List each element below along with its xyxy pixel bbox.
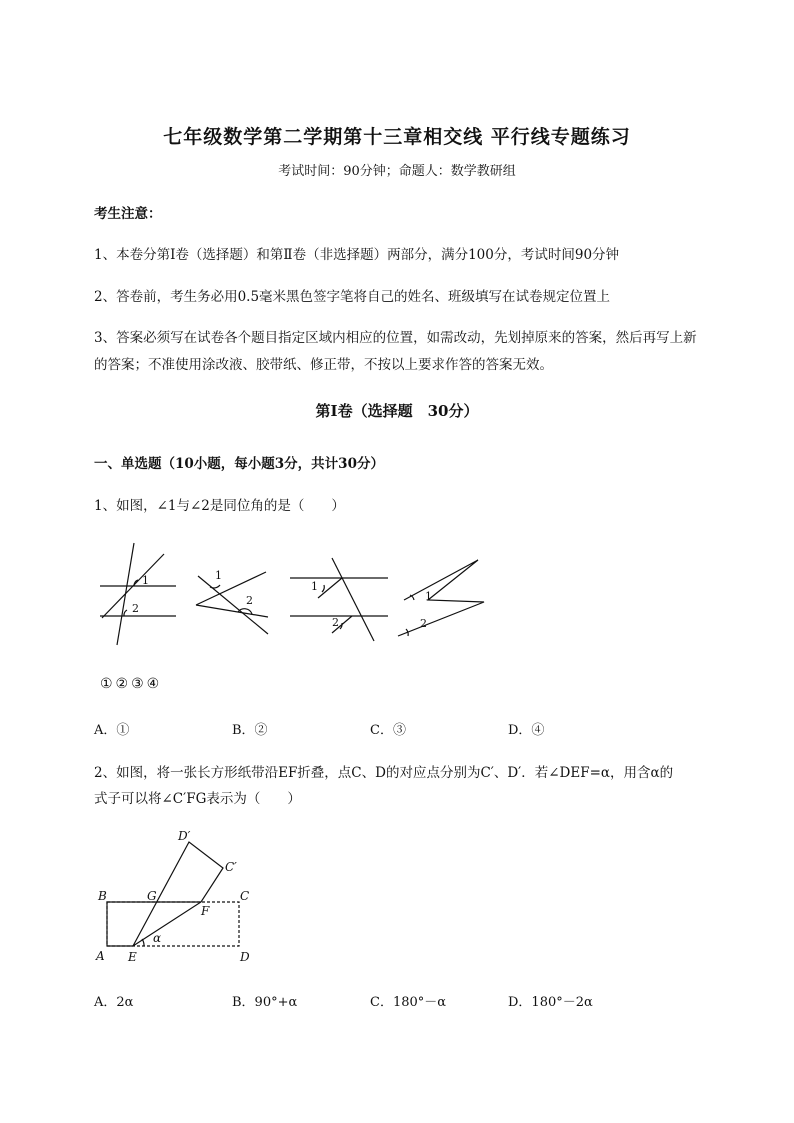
notice-heading: 考生注意： bbox=[94, 206, 162, 222]
question-2-figure bbox=[90, 822, 260, 968]
fig2-angle-1-label: 1 bbox=[215, 569, 222, 582]
q2-option-d: D．180°－2α bbox=[508, 995, 593, 1010]
q1-option-a: A．① bbox=[94, 723, 130, 738]
question-2-stem-line-1: 2、如图，将一张长方形纸带沿EF折叠，点C、D的对应点分别为C′、D′．若∠DEF=α，用含α的 bbox=[94, 765, 674, 781]
point-e: E bbox=[128, 950, 137, 964]
point-a: A bbox=[96, 949, 105, 963]
notice-1: 1、本卷分第I卷（选择题）和第Ⅱ卷（非选择题）两部分，满分100分，考试时间90分钟 bbox=[94, 247, 620, 263]
question-1-stem: 1、如图，∠1与∠2是同位角的是（ ） bbox=[94, 498, 345, 514]
question-1-figures bbox=[92, 538, 492, 658]
q2-option-b: B．90°+α bbox=[232, 995, 298, 1010]
part-heading: 一、单选题（10小题，每小题3分，共计30分） bbox=[94, 456, 384, 472]
section-title: 第I卷（选择题 30分） bbox=[315, 402, 479, 420]
point-f: F bbox=[201, 904, 210, 918]
fig4-angle-1-label: 1 bbox=[425, 590, 432, 603]
question-1-figure-index: ①②③④ bbox=[100, 676, 163, 692]
fig4-angle-2-label: 2 bbox=[420, 617, 427, 630]
notice-2: 2、答卷前，考生务必用0.5毫米黑色签字笔将自己的姓名、班级填写在试卷规定位置上 bbox=[94, 289, 611, 305]
fig3-angle-2-label: 2 bbox=[332, 616, 339, 629]
point-d: D bbox=[240, 950, 250, 964]
fig1-angle-2-label: 2 bbox=[132, 602, 139, 615]
fig2-angle-2-label: 2 bbox=[246, 594, 253, 607]
notice-3: 3、答案必须写在试卷各个题目指定区域内相应的位置，如需改动，先划掉原来的答案，然后再写上新 bbox=[94, 330, 697, 346]
point-b: B bbox=[98, 889, 107, 903]
point-g: G bbox=[147, 889, 157, 903]
point-d-prime: D′ bbox=[178, 829, 191, 843]
fig1-angle-1-label: 1 bbox=[142, 574, 149, 587]
point-c-prime: C′ bbox=[225, 860, 237, 874]
q1-option-b: B．② bbox=[232, 723, 268, 738]
q2-option-c: C．180°－α bbox=[370, 995, 447, 1010]
fig3-angle-1-label: 1 bbox=[311, 580, 318, 593]
notice-3-continued: 的答案；不准使用涂改液、胶带纸、修正带，不按以上要求作答的答案无效。 bbox=[94, 357, 553, 373]
q2-option-a: A．2α bbox=[94, 995, 134, 1010]
question-2-stem-line-2: 式子可以将∠C′FG表示为（ ） bbox=[94, 791, 301, 807]
page-title: 七年级数学第二学期第十三章相交线 平行线专题练习 bbox=[163, 126, 631, 148]
q1-option-c: C．③ bbox=[370, 723, 406, 738]
exam-info: 考试时间：90分钟；命题人：数学教研组 bbox=[278, 164, 516, 179]
angle-alpha: α bbox=[153, 931, 162, 945]
point-c: C bbox=[240, 889, 250, 903]
q1-option-d: D．④ bbox=[508, 723, 545, 738]
